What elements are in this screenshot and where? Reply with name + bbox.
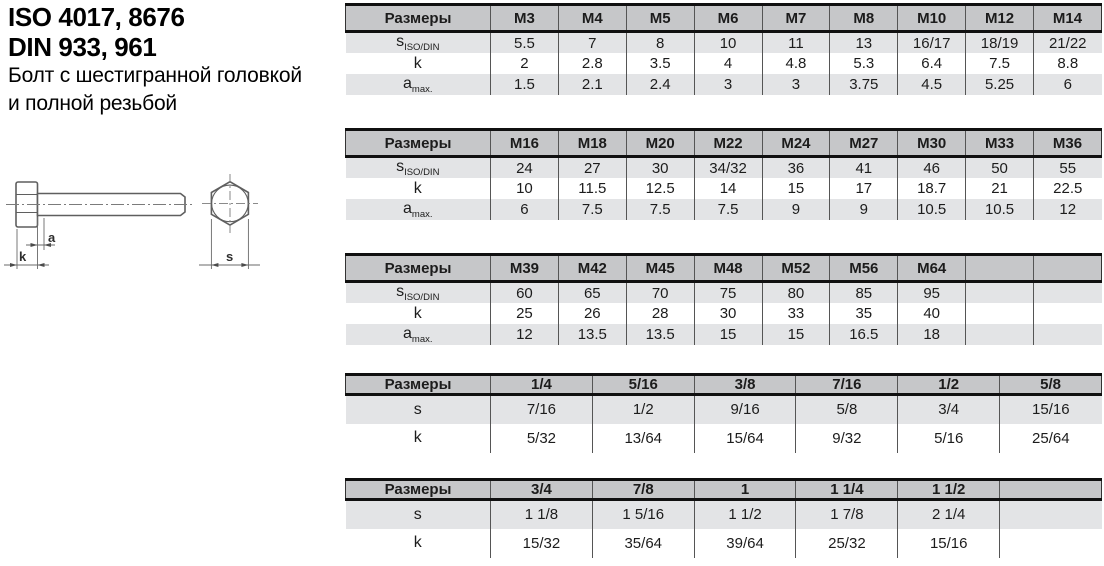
value-cell: 8 (626, 32, 694, 54)
value-cell: 41 (830, 157, 898, 179)
row-label: $s_{ISO/DIN}$ (346, 157, 491, 179)
column-header: M14 (1034, 5, 1102, 32)
din-standard-title: DIN 933, 961 (8, 32, 157, 62)
value-cell: 12 (491, 324, 559, 345)
value-cell: 13 (830, 32, 898, 54)
column-header: M36 (1034, 130, 1102, 157)
value-cell: 28 (626, 303, 694, 324)
value-cell: 2 (491, 53, 559, 74)
value-cell: 17 (830, 178, 898, 199)
description-line-2: и полной резьбой (8, 92, 177, 115)
table-header-label: Размеры (346, 130, 491, 157)
value-cell: 60 (491, 282, 559, 304)
value-cell: 55 (1034, 157, 1102, 179)
value-cell: 5.5 (491, 32, 559, 54)
row-label: s (346, 500, 491, 529)
value-cell: 21/22 (1034, 32, 1102, 54)
value-cell: 1.5 (491, 74, 559, 95)
value-cell: 5/8 (796, 395, 898, 424)
value-cell: 40 (898, 303, 966, 324)
table-header-label: Размеры (346, 255, 491, 282)
value-cell: 30 (694, 303, 762, 324)
row-label: $a_{max.}$ (346, 199, 491, 220)
row-label: k (413, 304, 422, 322)
value-cell: 25/64 (1000, 424, 1102, 453)
value-cell: 2.1 (558, 74, 626, 95)
value-cell: 3.75 (830, 74, 898, 95)
value-cell: 7.5 (558, 199, 626, 220)
value-cell: 39/64 (694, 529, 796, 558)
value-cell: 15 (762, 324, 830, 345)
value-cell (966, 303, 1034, 324)
value-cell: 7.5 (966, 53, 1034, 74)
column-header: M5 (626, 5, 694, 32)
row-label: s (346, 395, 491, 424)
value-cell: 36 (762, 157, 830, 179)
column-header: M22 (694, 130, 762, 157)
row-label: $s_{ISO/DIN}$ (346, 32, 491, 54)
value-cell: 12.5 (626, 178, 694, 199)
row-label: $a_{max.}$ (346, 324, 491, 345)
value-cell: 18.7 (898, 178, 966, 199)
column-header: 5/16 (592, 375, 694, 395)
value-cell: 6 (491, 199, 559, 220)
column-header: M64 (898, 255, 966, 282)
column-header: 7/16 (796, 375, 898, 395)
value-cell: 27 (558, 157, 626, 179)
value-cell: 7/16 (491, 395, 593, 424)
value-cell: 15/16 (898, 529, 1000, 558)
dimension-a-label: a (48, 230, 56, 245)
table-row (346, 303, 1102, 324)
value-cell: 4.8 (762, 53, 830, 74)
column-header: M12 (966, 5, 1034, 32)
value-cell: 16.5 (830, 324, 898, 345)
value-cell: 13.5 (558, 324, 626, 345)
value-cell: 15 (694, 324, 762, 345)
column-header: M42 (558, 255, 626, 282)
value-cell: 95 (898, 282, 966, 304)
table-metric-m3-m14 (345, 3, 1102, 95)
table-row (346, 395, 1102, 424)
table-row (346, 199, 1102, 220)
value-cell: 1/2 (592, 395, 694, 424)
column-header: 1 (694, 480, 796, 500)
column-header: 3/4 (491, 480, 593, 500)
value-cell: 15/32 (491, 529, 593, 558)
table-header-label: Размеры (346, 5, 491, 32)
value-cell: 3 (762, 74, 830, 95)
value-cell: 21 (966, 178, 1034, 199)
value-cell (1000, 500, 1102, 529)
column-header: 1/4 (491, 375, 593, 395)
value-cell: 9 (762, 199, 830, 220)
column-header: M8 (830, 5, 898, 32)
table-row (346, 424, 1102, 453)
description-line-1: Болт с шестигранной головкой (8, 64, 302, 87)
column-header: M48 (694, 255, 762, 282)
row-label: k (413, 54, 422, 72)
dimension-s-label: s (226, 249, 234, 264)
value-cell: 15/64 (694, 424, 796, 453)
value-cell: 10 (694, 32, 762, 54)
column-header: M16 (491, 130, 559, 157)
column-header (1000, 480, 1102, 500)
column-header: M4 (558, 5, 626, 32)
row-label: k (413, 179, 422, 197)
table-row (346, 324, 1102, 345)
value-cell: 9/16 (694, 395, 796, 424)
value-cell: 13/64 (592, 424, 694, 453)
table-inch-small (345, 373, 1102, 453)
value-cell: 3/4 (898, 395, 1000, 424)
table-metric-m16-m36 (345, 128, 1102, 220)
column-header: M7 (762, 5, 830, 32)
column-header: 1/2 (898, 375, 1000, 395)
value-cell: 3 (694, 74, 762, 95)
column-header: M30 (898, 130, 966, 157)
value-cell: 85 (830, 282, 898, 304)
value-cell: 15 (762, 178, 830, 199)
column-header: 7/8 (592, 480, 694, 500)
value-cell: 70 (626, 282, 694, 304)
row-label: $a_{max.}$ (346, 74, 491, 95)
column-header: M18 (558, 130, 626, 157)
value-cell: 5.3 (830, 53, 898, 74)
column-header: M3 (491, 5, 559, 32)
table-row (346, 74, 1102, 95)
dimension-k-label: k (19, 249, 27, 264)
value-cell (966, 282, 1034, 304)
value-cell: 4.5 (898, 74, 966, 95)
value-cell: 26 (558, 303, 626, 324)
value-cell: 7.5 (694, 199, 762, 220)
table-row (346, 282, 1102, 304)
column-header: M33 (966, 130, 1034, 157)
table-inch-large (345, 478, 1102, 558)
value-cell: 11.5 (558, 178, 626, 199)
value-cell: 50 (966, 157, 1034, 179)
column-header: 1 1/2 (898, 480, 1000, 500)
column-header: 3/8 (694, 375, 796, 395)
value-cell: 1 5/16 (592, 500, 694, 529)
value-cell: 35 (830, 303, 898, 324)
value-cell: 5/32 (491, 424, 593, 453)
column-header: M20 (626, 130, 694, 157)
value-cell: 30 (626, 157, 694, 179)
column-header: 5/8 (1000, 375, 1102, 395)
value-cell (966, 324, 1034, 345)
value-cell: 6 (1034, 74, 1102, 95)
value-cell: 7.5 (626, 199, 694, 220)
column-header: M45 (626, 255, 694, 282)
table-row (346, 500, 1102, 529)
column-header: M27 (830, 130, 898, 157)
column-header: M24 (762, 130, 830, 157)
table-row (346, 178, 1102, 199)
value-cell: 75 (694, 282, 762, 304)
column-header: 1 1/4 (796, 480, 898, 500)
column-header: M52 (762, 255, 830, 282)
value-cell: 9 (830, 199, 898, 220)
value-cell (1034, 282, 1102, 304)
column-header: M10 (898, 5, 966, 32)
value-cell: 5.25 (966, 74, 1034, 95)
column-header (1034, 255, 1102, 282)
value-cell: 1 1/8 (491, 500, 593, 529)
row-label: $s_{ISO/DIN}$ (346, 282, 491, 304)
table-row (346, 157, 1102, 179)
column-header: M6 (694, 5, 762, 32)
value-cell: 25 (491, 303, 559, 324)
value-cell: 15/16 (1000, 395, 1102, 424)
table-header-label: Размеры (346, 375, 491, 395)
value-cell: 2 1/4 (898, 500, 1000, 529)
table-row (346, 529, 1102, 558)
value-cell (1000, 529, 1102, 558)
value-cell: 65 (558, 282, 626, 304)
value-cell: 2.4 (626, 74, 694, 95)
value-cell: 9/32 (796, 424, 898, 453)
table-row (346, 32, 1102, 54)
value-cell: 8.8 (1034, 53, 1102, 74)
iso-standard-title: ISO 4017, 8676 (8, 2, 185, 32)
value-cell: 1 7/8 (796, 500, 898, 529)
value-cell: 24 (491, 157, 559, 179)
value-cell: 3.5 (626, 53, 694, 74)
value-cell: 80 (762, 282, 830, 304)
row-label: k (413, 429, 422, 446)
value-cell: 5/16 (898, 424, 1000, 453)
value-cell: 4 (694, 53, 762, 74)
value-cell: 11 (762, 32, 830, 54)
value-cell (1034, 324, 1102, 345)
value-cell: 33 (762, 303, 830, 324)
value-cell: 10 (491, 178, 559, 199)
value-cell: 10.5 (898, 199, 966, 220)
value-cell: 22.5 (1034, 178, 1102, 199)
column-header (966, 255, 1034, 282)
column-header: M56 (830, 255, 898, 282)
row-label: k (413, 534, 422, 551)
table-header-label: Размеры (346, 480, 491, 500)
bolt-technical-drawing (2, 155, 272, 305)
title-block (8, 2, 343, 118)
value-cell: 25/32 (796, 529, 898, 558)
value-cell: 16/17 (898, 32, 966, 54)
value-cell: 6.4 (898, 53, 966, 74)
value-cell: 2.8 (558, 53, 626, 74)
value-cell: 1 1/2 (694, 500, 796, 529)
value-cell: 18/19 (966, 32, 1034, 54)
value-cell: 14 (694, 178, 762, 199)
value-cell (1034, 303, 1102, 324)
value-cell: 13.5 (626, 324, 694, 345)
value-cell: 12 (1034, 199, 1102, 220)
value-cell: 7 (558, 32, 626, 54)
value-cell: 46 (898, 157, 966, 179)
value-cell: 35/64 (592, 529, 694, 558)
value-cell: 10.5 (966, 199, 1034, 220)
value-cell: 34/32 (694, 157, 762, 179)
value-cell: 18 (898, 324, 966, 345)
table-row (346, 53, 1102, 74)
table-metric-m39-m64 (345, 253, 1102, 345)
bolt-head-hex-view (202, 174, 258, 233)
column-header: M39 (491, 255, 559, 282)
